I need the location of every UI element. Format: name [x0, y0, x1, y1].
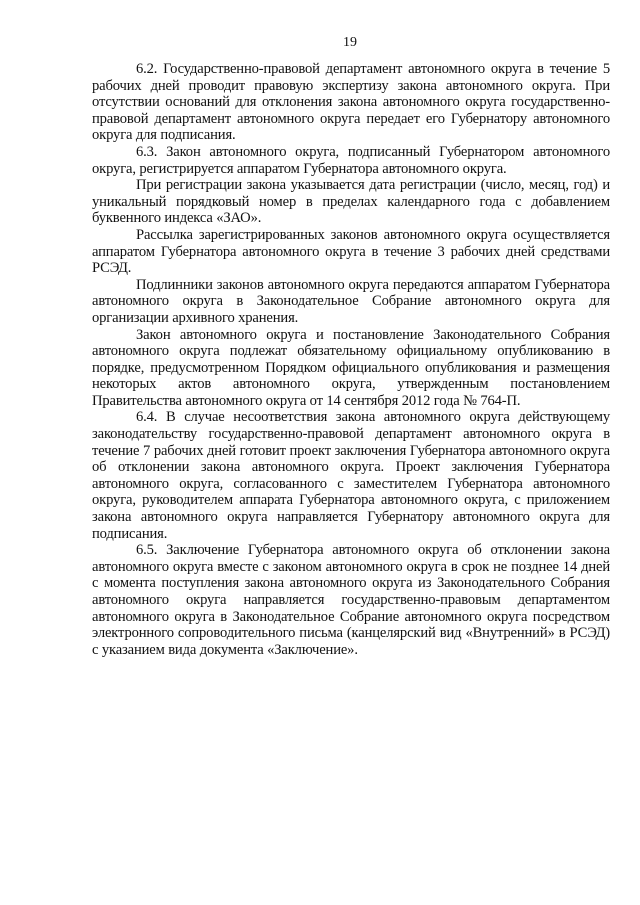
paragraph-publication: Закон автономного округа и постановление Законодательного Собрания автономного округа подлежат обязательному официальному опубликованию в порядке, предусмотренном Порядком официального опубликования и размещения некоторых актов автономного округа, утвержденным постановлением Правительства автономного округа от 14 сентября 2012 года № 764-П.: [92, 326, 610, 409]
paragraph-originals: Подлинники законов автономного округа передаются аппаратом Губернатора автономного округа в Законодательное Собрание автономного округа для организации архивного хранения.: [92, 276, 610, 326]
paragraph-distribution: Рассылка зарегистрированных законов автономного округа осуществляется аппаратом Губернатора автономного округа в течение 3 рабочих дней средствами РСЭД.: [92, 226, 610, 277]
paragraph-6-5: 6.5. Заключение Губернатора автономного округа об отклонении закона автономного округа вместе с законом автономного округа в срок не позднее 14 дней с момента поступления закона автономного округа из Законодательного Собрания автономного округа направляется государственно-правовым департаментом автономного округа в Законодательное Собрание автономного округа посредством электронного сопроводительного письма (канцелярский вид «Внутренний» в РСЭД) с указанием вида документа «Заключение».: [92, 542, 610, 658]
paragraph-registration: При регистрации закона указывается дата регистрации (число, месяц, год) и уникальный порядковый номер в пределах календарного года с добавлением буквенного индекса «ЗАО».: [92, 177, 610, 227]
page-number: 19: [343, 35, 357, 50]
paragraph-6-2: 6.2. Государственно-правовой департамент автономного округа в течение 5 рабочих дней проводит правовую экспертизу закона автономного округа. При отсутствии оснований для отклонения закона автономного округа государственно-правовой департамент автономного округа передает его Губернатору автономного округа для подписания.: [92, 61, 610, 144]
paragraph-6-4: 6.4. В случае несоответствия закона автономного округа действующему законодательству государственно-правовой департамент автономного округа в течение 7 рабочих дней готовит проект заключения Губернатора автономного округа об отклонении закона автономного округа. Проект заключения Губернатора автономного округа, согласованного с заместителем Губернатора автономного округа, руководителем аппарата Губернатора автономного округа, с приложением закона автономного округа направляется Губернатору автономного округа для подписания.: [92, 409, 610, 542]
document-body: [92, 61, 610, 658]
paragraph-6-3: 6.3. Закон автономного округа, подписанный Губернатором автономного округа, регистрируется аппаратом Губернатора автономного округа.: [92, 143, 610, 177]
